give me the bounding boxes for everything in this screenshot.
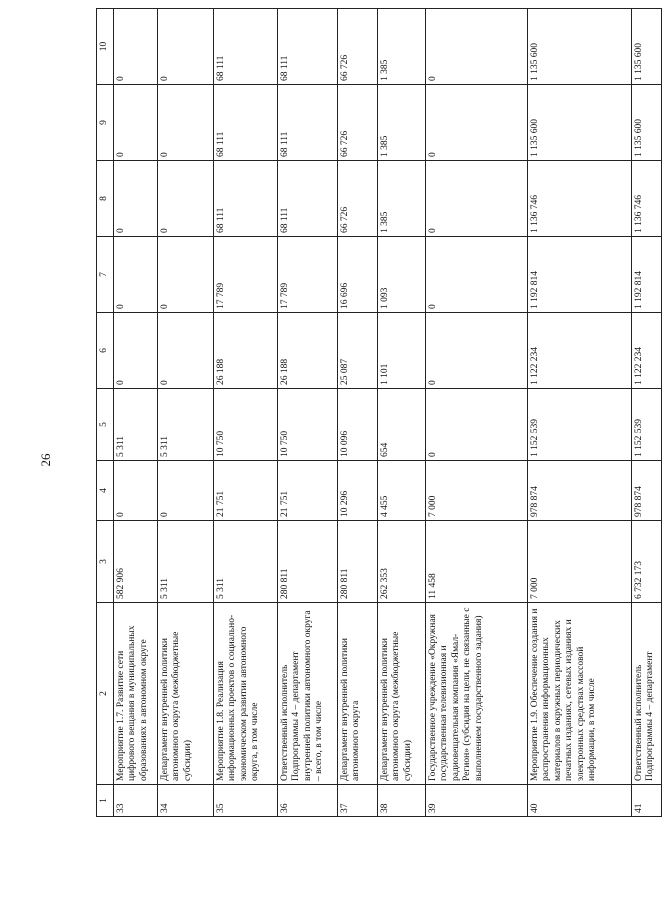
header-cell: 3 [97, 521, 114, 603]
row-description: Мероприятие 1.9. Обеспечение создания и распространения информационных материалов в окружных периодических печатных изданиях, сетевых изданиях и электронных средствах массовой информации, в том числе [528, 603, 632, 785]
value-cell: 66 726 [338, 9, 378, 85]
value-cell: 17 789 [278, 237, 338, 313]
header-cell: 10 [97, 9, 114, 85]
value-cell: 21 751 [214, 461, 278, 521]
value-cell: 26 188 [214, 313, 278, 389]
value-cell: 66 726 [338, 85, 378, 161]
value-cell: 0 [114, 9, 158, 85]
value-cell: 0 [114, 237, 158, 313]
table-row [632, 9, 662, 817]
value-cell: 5 311 [214, 521, 278, 603]
value-cell: 10 750 [214, 389, 278, 461]
value-cell: 1 135 600 [632, 85, 662, 161]
table-row [158, 9, 214, 817]
header-cell: 6 [97, 313, 114, 389]
budget-table [96, 8, 662, 817]
value-cell: 68 111 [214, 85, 278, 161]
value-cell: 66 726 [338, 161, 378, 237]
value-cell: 17 789 [214, 237, 278, 313]
value-cell: 5 311 [158, 389, 214, 461]
value-cell: 21 751 [278, 461, 338, 521]
value-cell: 1 136 746 [528, 161, 632, 237]
value-cell: 1 152 539 [528, 389, 632, 461]
value-cell: 0 [114, 313, 158, 389]
table-body [114, 9, 662, 817]
row-number: 40 [528, 785, 632, 817]
value-cell: 280 811 [338, 521, 378, 603]
value-cell: 262 353 [378, 521, 426, 603]
value-cell: 7 000 [426, 461, 528, 521]
value-cell: 1 122 234 [632, 313, 662, 389]
row-description: Ответственный исполнитель Подпрограммы 4 – департамент внутренней политики автономного округа – всего, в том числе [278, 603, 338, 785]
row-number: 38 [378, 785, 426, 817]
value-cell: 0 [426, 389, 528, 461]
table-row [278, 9, 338, 817]
value-cell: 25 087 [338, 313, 378, 389]
row-number: 41 [632, 785, 662, 817]
row-description: Департамент внутренней политики автономного округа (межбюджетные субсидии) [158, 603, 214, 785]
value-cell: 0 [426, 313, 528, 389]
value-cell: 0 [158, 161, 214, 237]
value-cell: 68 111 [214, 9, 278, 85]
value-cell: 68 111 [278, 85, 338, 161]
header-cell: 2 [97, 603, 114, 785]
value-cell: 0 [158, 461, 214, 521]
row-number: 37 [338, 785, 378, 817]
value-cell: 0 [114, 161, 158, 237]
value-cell: 1 093 [378, 237, 426, 313]
header-row [97, 9, 114, 817]
value-cell: 16 696 [338, 237, 378, 313]
value-cell: 4 455 [378, 461, 426, 521]
value-cell: 10 296 [338, 461, 378, 521]
header-cell: 8 [97, 161, 114, 237]
table-row [528, 9, 632, 817]
header-cell: 1 [97, 785, 114, 817]
row-description: Мероприятие 1.8. Реализация информационных проектов о социально-экономическом развитии автономного округа, в том числе [214, 603, 278, 785]
row-description: Департамент внутренней политики автономного округа (межбюджетные субсидии) [378, 603, 426, 785]
value-cell: 5 311 [158, 521, 214, 603]
row-number: 33 [114, 785, 158, 817]
header-cell: 4 [97, 461, 114, 521]
value-cell: 0 [158, 85, 214, 161]
value-cell: 0 [158, 9, 214, 85]
row-description: Мероприятие 1.7. Развитие сети цифрового вещания в муниципальных образованиях в автономном округе [114, 603, 158, 785]
row-number: 39 [426, 785, 528, 817]
value-cell: 0 [158, 313, 214, 389]
value-cell: 0 [158, 237, 214, 313]
table-row [114, 9, 158, 817]
value-cell: 1 385 [378, 161, 426, 237]
value-cell: 978 874 [528, 461, 632, 521]
table-row [214, 9, 278, 817]
table-row [378, 9, 426, 817]
value-cell: 5 311 [114, 389, 158, 461]
value-cell: 6 732 173 [632, 521, 662, 603]
value-cell: 0 [114, 461, 158, 521]
value-cell: 7 000 [528, 521, 632, 603]
value-cell: 978 874 [632, 461, 662, 521]
table-row [426, 9, 528, 817]
value-cell: 1 192 814 [528, 237, 632, 313]
value-cell: 26 188 [278, 313, 338, 389]
value-cell: 68 111 [214, 161, 278, 237]
value-cell: 0 [426, 237, 528, 313]
header-cell: 7 [97, 237, 114, 313]
value-cell: 1 135 600 [632, 9, 662, 85]
value-cell: 68 111 [278, 9, 338, 85]
value-cell: 1 152 539 [632, 389, 662, 461]
value-cell: 68 111 [278, 161, 338, 237]
value-cell: 1 135 600 [528, 9, 632, 85]
value-cell: 1 135 600 [528, 85, 632, 161]
value-cell: 654 [378, 389, 426, 461]
value-cell: 0 [426, 85, 528, 161]
row-description: Ответственный исполнитель Подпрограммы 4 – департамент [632, 603, 662, 785]
value-cell: 1 192 814 [632, 237, 662, 313]
value-cell: 11 458 [426, 521, 528, 603]
row-number: 36 [278, 785, 338, 817]
row-number: 35 [214, 785, 278, 817]
value-cell: 1 122 234 [528, 313, 632, 389]
value-cell: 0 [114, 85, 158, 161]
header-cell: 5 [97, 389, 114, 461]
row-description: Департамент внутренней политики автономного округа [338, 603, 378, 785]
row-number: 34 [158, 785, 214, 817]
page-number: 26 [38, 453, 53, 467]
value-cell: 0 [426, 161, 528, 237]
row-description: Государственное учреждение «Окружная государственная телевизионная и радиовещательная компания «Ямал-Регион» (субсидия на цели, не связанные с выполнением государственного задания) [426, 603, 528, 785]
value-cell: 10 096 [338, 389, 378, 461]
value-cell: 1 385 [378, 85, 426, 161]
value-cell: 0 [426, 9, 528, 85]
value-cell: 582 906 [114, 521, 158, 603]
value-cell: 1 136 746 [632, 161, 662, 237]
header-cell: 9 [97, 85, 114, 161]
rotated-table-frame [96, 9, 656, 817]
value-cell: 280 811 [278, 521, 338, 603]
value-cell: 1 101 [378, 313, 426, 389]
value-cell: 10 750 [278, 389, 338, 461]
value-cell: 1 385 [378, 9, 426, 85]
table-row [338, 9, 378, 817]
